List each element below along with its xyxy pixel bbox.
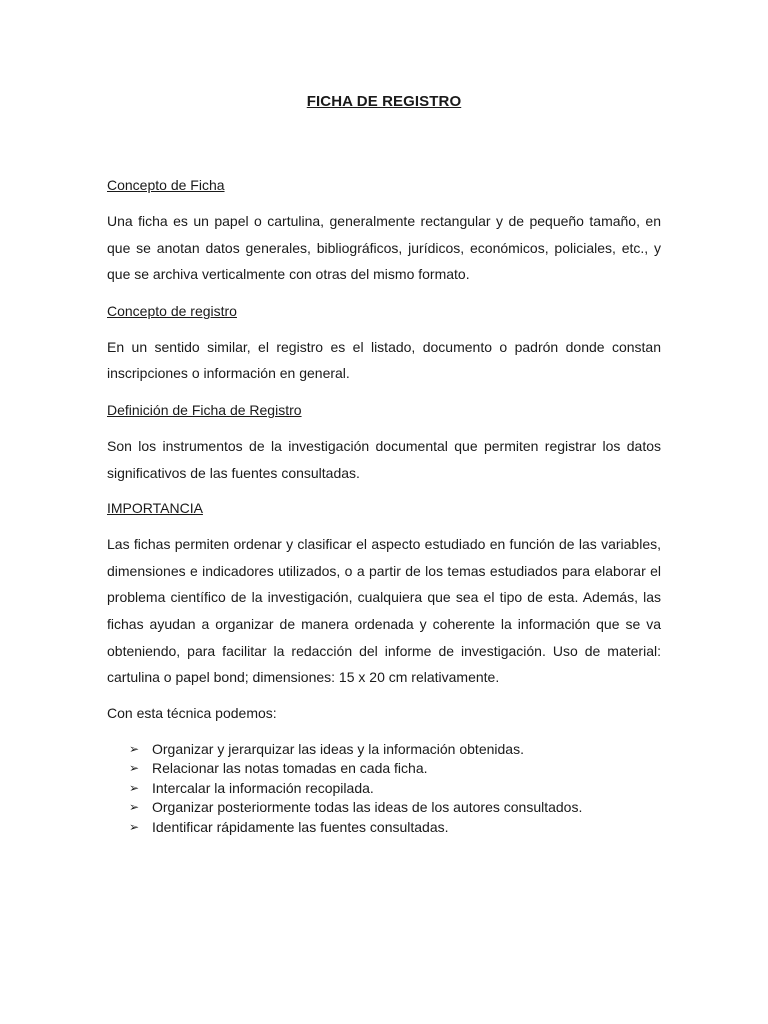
list-item bbox=[107, 818, 661, 838]
list-item-text: Relacionar las notas tomadas en cada ficha. bbox=[152, 760, 428, 777]
arrowhead-bullet-icon: ➢ bbox=[129, 819, 140, 834]
list-item-text: Organizar posteriormente todas las ideas de los autores consultados. bbox=[152, 799, 583, 816]
arrowhead-bullet-icon: ➢ bbox=[129, 800, 140, 815]
list-item-text: Organizar y jerarquizar las ideas y la información obtenidas. bbox=[152, 740, 524, 757]
section-paragraph-concepto-ficha: Una ficha es un papel o cartulina, generalmente rectangular y de pequeño tamaño, en que se anotan datos generales, bibliográficos, jurídicos, económicos, policiales, etc., y que se archiva verticalmente con otras del mismo formato. bbox=[107, 213, 661, 283]
document-title: FICHA DE REGISTRO bbox=[306, 93, 462, 110]
technique-list bbox=[107, 740, 661, 838]
section-paragraph-definicion: Son los instrumentos de la investigación documental que permiten registrar los datos significativos de las fuentes consultadas. bbox=[107, 437, 661, 481]
list-intro: Con esta técnica podemos: bbox=[107, 704, 277, 721]
arrowhead-bullet-icon: ➢ bbox=[129, 761, 140, 776]
section-heading-concepto-registro: Concepto de registro bbox=[107, 302, 237, 319]
section-heading-importancia: IMPORTANCIA bbox=[107, 500, 203, 517]
arrowhead-bullet-icon: ➢ bbox=[129, 741, 140, 756]
list-item bbox=[107, 759, 661, 779]
section-heading-concepto-ficha: Concepto de Ficha bbox=[107, 177, 225, 193]
arrowhead-bullet-icon: ➢ bbox=[129, 780, 140, 795]
section-heading-definicion: Definición de Ficha de Registro bbox=[107, 401, 302, 418]
list-item-text: Identificar rápidamente las fuentes consultadas. bbox=[152, 818, 449, 835]
list-item bbox=[107, 740, 661, 760]
list-item-text: Intercalar la información recopilada. bbox=[152, 779, 374, 796]
list-item bbox=[107, 798, 661, 818]
list-item bbox=[107, 779, 661, 799]
section-paragraph-importancia: Las fichas permiten ordenar y clasificar el aspecto estudiado en función de las variables, dimensiones e indicadores utilizados, o a partir de los temas estudiados para elaborar el problema científico de la investigación, cualquiera que sea el tipo de esta. Además, las fichas ayudan a organizar de manera ordenada y coherente la información que se va obteniendo, para facilitar la redacción del informe de investigación. Uso de material: cartulina o papel bond; dimensiones: 15 x 20 cm relativamente. bbox=[107, 536, 661, 686]
document-body bbox=[107, 175, 661, 837]
section-paragraph-concepto-registro: En un sentido similar, el registro es el listado, documento o padrón donde constan inscripciones o información en general. bbox=[107, 338, 661, 382]
